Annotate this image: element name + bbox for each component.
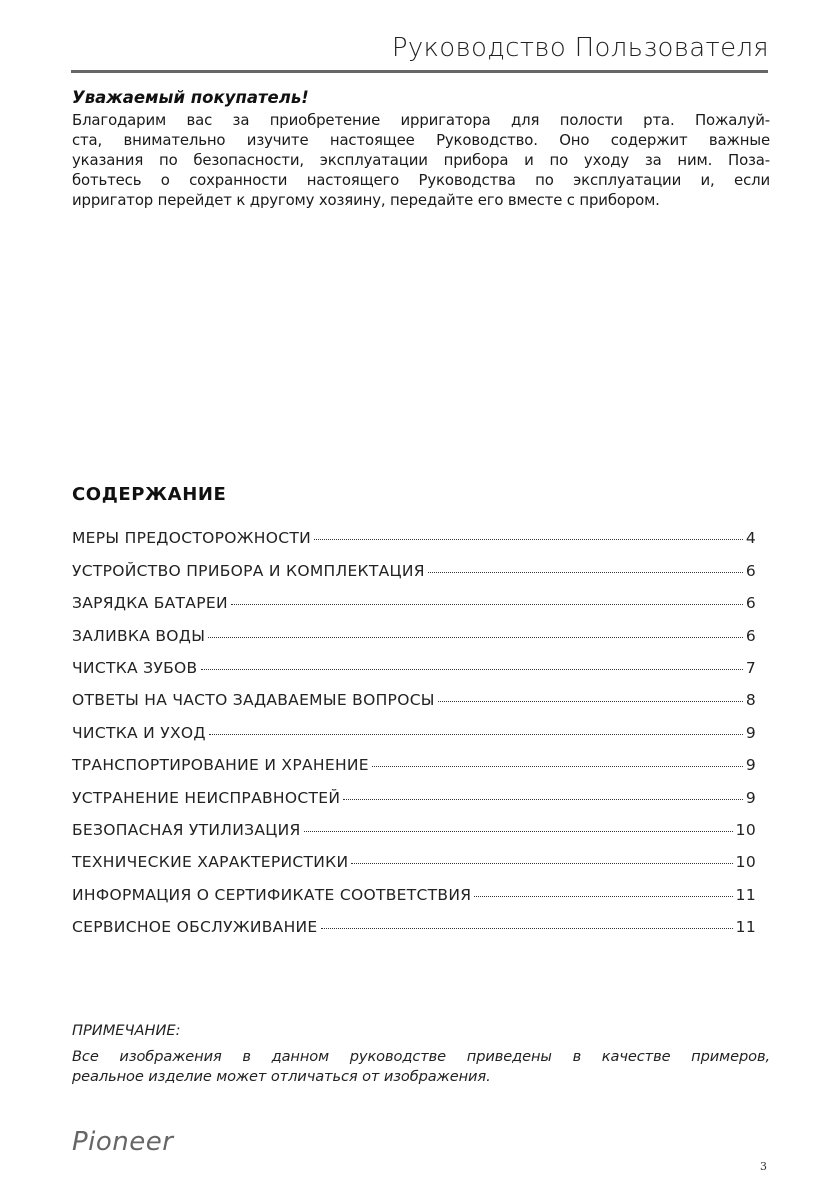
toc-leader-dots — [474, 896, 732, 897]
toc-entry[interactable] — [72, 645, 756, 677]
toc-entry[interactable] — [72, 547, 756, 579]
toc-leader-dots — [343, 799, 743, 800]
toc-entry-page: 11 — [735, 885, 756, 904]
toc-entry-page: 9 — [745, 723, 756, 742]
toc-entry[interactable] — [72, 774, 756, 806]
header-divider — [71, 70, 768, 73]
toc-leader-dots — [314, 539, 743, 540]
toc-entry-label: УСТРОЙСТВО ПРИБОРА И КОМПЛЕКТАЦИЯ — [72, 561, 425, 580]
toc-entry-page: 6 — [745, 561, 756, 580]
greeting-line: ботьтесь о сохранности настоящего Руководства по эксплуатации и, если — [72, 171, 770, 189]
greeting-line: ста, внимательно изучите настоящее Руководство. Оно содержит важные — [72, 131, 770, 149]
toc-leader-dots — [372, 766, 743, 767]
toc-entry[interactable] — [72, 709, 756, 741]
toc-leader-dots — [351, 863, 732, 864]
toc-entry-page: 10 — [735, 820, 756, 839]
greeting-section — [72, 88, 770, 210]
brand-logo: Pioneer — [72, 1127, 174, 1157]
toc-leader-dots — [209, 734, 743, 735]
toc-entry[interactable] — [72, 515, 756, 547]
toc-entry-page: 6 — [745, 594, 756, 613]
note-line: реальное изделие может отличаться от изображения. — [72, 1068, 491, 1085]
greeting-line: Благодарим вас за приобретение ирригатора для полости рта. Пожалуй- — [72, 111, 770, 129]
toc-entry-page: 11 — [735, 918, 756, 937]
toc-leader-dots — [201, 669, 743, 670]
toc-entry-page: 9 — [745, 756, 756, 775]
toc-leader-dots — [231, 604, 743, 605]
greeting-line: указания по безопасности, эксплуатации прибора и по уходу за ним. Поза- — [72, 151, 770, 169]
toc-entry-label: МЕРЫ ПРЕДОСТОРОЖНОСТИ — [72, 529, 311, 548]
greeting-line: ирригатор перейдет к другому хозяину, передайте его вместе с прибором. — [72, 191, 660, 209]
toc-entry-label: УСТРАНЕНИЕ НЕИСПРАВНОСТЕЙ — [72, 788, 341, 807]
toc-entry-page: 9 — [745, 788, 756, 807]
toc-entry-page: 8 — [745, 691, 756, 710]
toc-entry-label: ЗАЛИВКА ВОДЫ — [72, 626, 206, 645]
toc-entry[interactable] — [72, 612, 756, 644]
toc-entry[interactable] — [72, 807, 756, 839]
toc-entry-label: ТЕХНИЧЕСКИЕ ХАРАКТЕРИСТИКИ — [72, 853, 349, 872]
toc-entry-page: 4 — [745, 529, 756, 548]
toc-title: СОДЕРЖАНИЕ — [72, 484, 227, 505]
toc-leader-dots — [304, 831, 733, 832]
greeting-title: Уважаемый покупатель! — [72, 88, 309, 107]
toc-entry-label: ОТВЕТЫ НА ЧАСТО ЗАДАВАЕМЫЕ ВОПРОСЫ — [72, 691, 435, 710]
toc-entry-label: ТРАНСПОРТИРОВАНИЕ И ХРАНЕНИЕ — [72, 756, 369, 775]
toc-entry-label: ИНФОРМАЦИЯ О СЕРТИФИКАТЕ СООТВЕТСТВИЯ — [72, 885, 472, 904]
toc-entry-page: 10 — [735, 853, 756, 872]
toc-entry[interactable] — [72, 904, 756, 936]
toc-entry[interactable] — [72, 839, 756, 871]
note-line: Все изображения в данном руководстве приведены в качестве примеров, — [72, 1048, 770, 1065]
toc-entry-label: БЕЗОПАСНАЯ УТИЛИЗАЦИЯ — [72, 820, 301, 839]
toc-leader-dots — [321, 928, 733, 929]
toc-entry[interactable] — [72, 742, 756, 774]
toc-leader-dots — [438, 701, 743, 702]
toc-entry-label: ЧИСТКА И УХОД — [72, 723, 206, 742]
toc-entry[interactable] — [72, 677, 756, 709]
table-of-contents — [72, 515, 756, 936]
toc-entry-page: 6 — [745, 626, 756, 645]
note-section — [72, 1022, 770, 1087]
toc-leader-dots — [208, 637, 743, 638]
toc-entry-label: СЕРВИСНОЕ ОБСЛУЖИВАНИЕ — [72, 918, 318, 937]
toc-leader-dots — [428, 572, 743, 573]
note-label: ПРИМЕЧАНИЕ: — [72, 1022, 181, 1039]
header-title: Руководство Пользователя — [391, 33, 769, 63]
toc-entry[interactable] — [72, 580, 756, 612]
page-number: 3 — [760, 1160, 767, 1173]
toc-entry-label: ЧИСТКА ЗУБОВ — [72, 658, 198, 677]
toc-entry-label: ЗАРЯДКА БАТАРЕИ — [72, 594, 228, 613]
toc-entry-page: 7 — [745, 658, 756, 677]
toc-entry[interactable] — [72, 871, 756, 903]
